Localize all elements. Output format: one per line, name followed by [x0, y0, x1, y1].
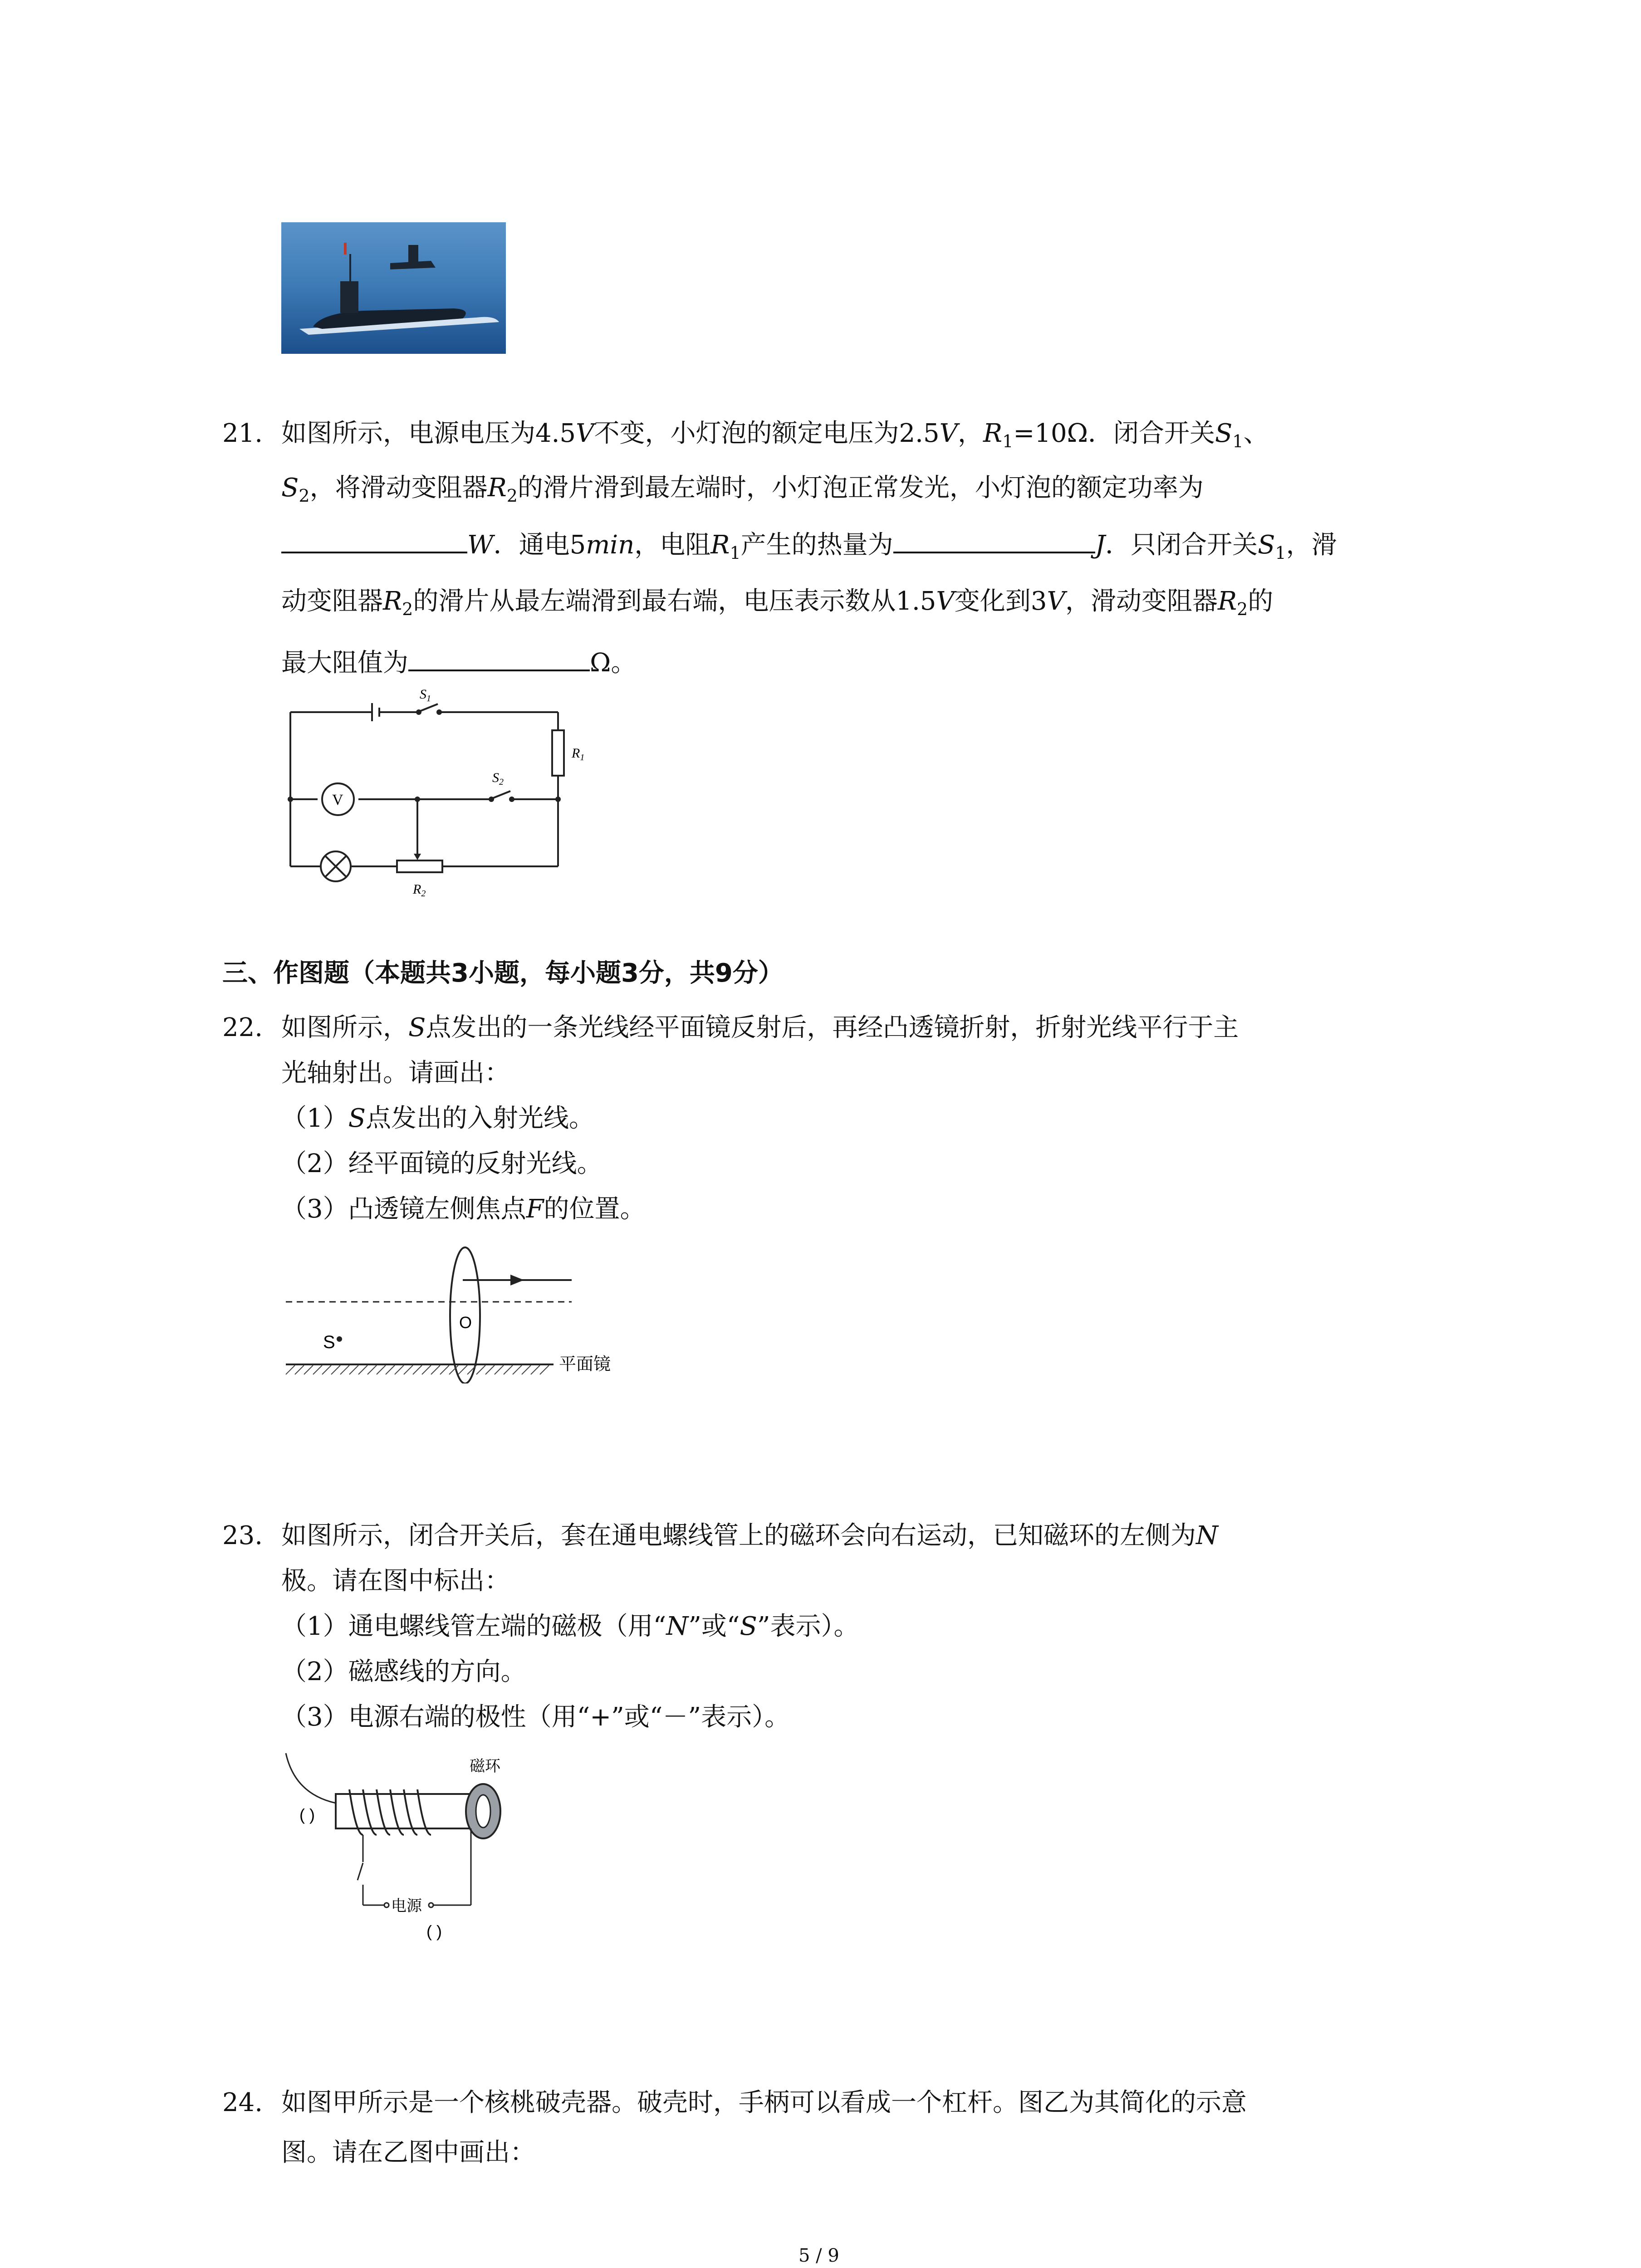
- source-polarity-blank[interactable]: ( ): [426, 1922, 442, 1941]
- question-21-line-3: W．通电5min，电阻$R_1$产生的热量为 J．只闭合开关$S_1$，滑: [281, 526, 1337, 569]
- question-22-number: 22.: [222, 1013, 263, 1042]
- question-24-number: 24.: [222, 2088, 263, 2117]
- question-23-line-1: 如图所示，闭合开关后，套在通电螺线管上的磁环会向右运动，已知磁环的左侧为N: [281, 1521, 1218, 1550]
- question-24-line-1: 如图甲所示是一个核桃破壳器。破壳时，手柄可以看成一个杠杆。图乙为其简化的示意: [281, 2088, 1247, 2117]
- power-source-label: 电源: [391, 1897, 422, 1915]
- mirror-label: 平面镜: [559, 1354, 611, 1374]
- question-21-line-1: 如图所示，电源电压为4.5V不变，小灯泡的额定电压为2.5V，$R_1=10\Omega$．闭合开关$S_1$、: [281, 419, 1269, 451]
- question-23-item-3: （3）电源右端的极性（用“+”或“－”表示）。: [281, 1702, 790, 1732]
- question-23-item-2: （2）磁感线的方向。: [281, 1657, 526, 1686]
- optical-center-label: O: [459, 1313, 472, 1332]
- page-number: 5 / 9: [798, 2245, 839, 2266]
- answer-blank-heat[interactable]: [893, 526, 1095, 553]
- question-23-number: 23.: [222, 1521, 263, 1550]
- optics-diagram: [281, 1243, 635, 1383]
- rheostat-r2-label: $R_2$: [413, 882, 426, 899]
- question-21-line-4: 动变阻器$R_2$的滑片从最左端滑到最右端，电压表示数从1.5V变化到3V，滑动变阻器$R_2$的: [281, 587, 1274, 619]
- question-22-item-3: （3）凸透镜左侧焦点F的位置。: [281, 1194, 646, 1224]
- section-heading: 三、作图题（本题共3小题，每小题3分，共9分）: [222, 958, 784, 988]
- question-22-line-1: 如图所示，S点发出的一条光线经平面镜反射后，再经凸透镜折射，折射光线平行于主: [281, 1013, 1239, 1042]
- question-22-item-2: （2）经平面镜的反射光线。: [281, 1149, 603, 1178]
- question-23-item-1: （1）通电螺线管左端的磁极（用“N”或“S”表示）。: [281, 1612, 859, 1641]
- voltmeter-label: V: [332, 792, 343, 808]
- question-23-line-2: 极。请在图中标出：: [281, 1566, 510, 1596]
- solenoid-diagram: [281, 1744, 535, 1948]
- circuit-diagram: [281, 685, 608, 903]
- question-22-line-2: 光轴射出。请画出：: [281, 1058, 510, 1088]
- question-24-line-2: 图。请在乙图中画出：: [281, 2138, 535, 2167]
- question-21-line-5: 最大阻值为 Ω。: [281, 644, 636, 679]
- question-21-line-2: $S_2$，将滑动变阻器$R_2$的滑片滑到最左端时，小灯泡正常发光，小灯泡的额定功率为: [281, 473, 1204, 506]
- solenoid-left-pole-blank[interactable]: ( ): [299, 1805, 315, 1824]
- point-s-label: S: [323, 1332, 335, 1352]
- magnetic-ring-label: 磁环: [470, 1757, 500, 1775]
- switch-s1-label: $S_1$: [420, 687, 431, 704]
- point-s: [337, 1336, 342, 1342]
- answer-blank-power[interactable]: [281, 526, 467, 553]
- question-22-item-1: （1）S点发出的入射光线。: [281, 1104, 595, 1133]
- switch-s2-label: $S_2$: [492, 770, 504, 787]
- question-21-number: 21.: [222, 419, 263, 448]
- submarine-photo: [281, 222, 506, 354]
- answer-blank-resistance[interactable]: [408, 644, 590, 671]
- resistor-r1-label: $R_1$: [572, 746, 585, 763]
